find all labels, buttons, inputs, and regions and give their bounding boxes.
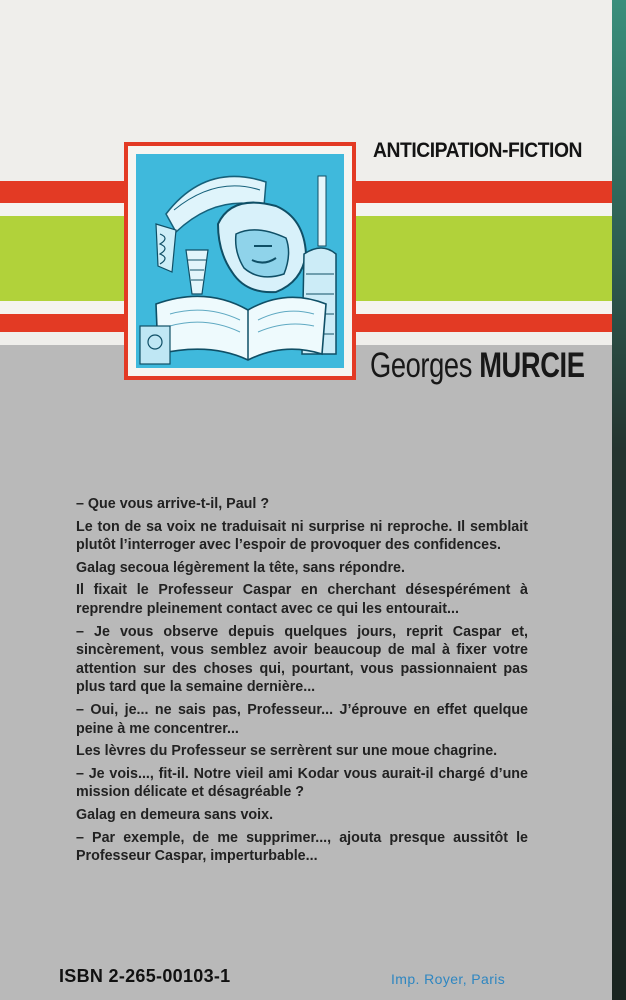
isbn-number: ISBN 2-265-00103-1 [59,966,231,986]
cover-illustration-frame [124,142,356,380]
blurb-paragraph: Les lèvres du Professeur se serrèrent sur une moue chagrine. [76,743,498,760]
blurb-paragraph: Le ton de sa voix ne traduisait ni surprise ni reproche. Il semblait plutôt l’interroger avec l’espoir de provoquer des confidences. [76,518,528,554]
series-title: ANTICIPATION-FICTION [373,139,583,162]
author-name [370,346,585,386]
blurb-paragraph: – Par exemple, de me supprimer..., ajouta presque aussitôt le Professeur Caspar, imperturbable... [76,829,528,865]
blurb-text [76,495,528,870]
blurb-paragraph: Galag secoua légèrement la tête, sans répondre. [76,559,405,576]
illustration-art [136,154,344,368]
blurb-paragraph: Il fixait le Professeur Caspar en cherchant désespérément à reprendre pleinement contact avec ce qui les entourait... [76,582,528,617]
blurb-paragraph: – Je vous observe depuis quelques jours, reprit Caspar et, sincèrement, vous semblez avoir beaucoup de mal à fixer votre attention sur des choses qui, pourtant, vous passionnaient pas plus tard que la semaine dernière... [76,623,528,696]
author-first-name: Georges [370,346,472,385]
printer-credit: Imp. Royer, Paris [391,971,506,987]
blurb-paragraph: – Je vois..., fit-il. Notre vieil ami Kodar vous aurait-il chargé d’une mission délicate et désagréable ? [76,765,528,801]
spine-edge [612,0,626,1000]
blurb-paragraph: – Que vous arrive-t-il, Paul ? [76,496,270,512]
author-last-name: MURCIE [479,346,585,385]
cover-illustration [136,154,344,368]
blurb-paragraph: – Oui, je... ne sais pas, Professeur... J’éprouve en effet quelque peine à me concentrer... [76,701,528,737]
blurb-paragraph: Galag en demeura sans voix. [76,806,274,823]
